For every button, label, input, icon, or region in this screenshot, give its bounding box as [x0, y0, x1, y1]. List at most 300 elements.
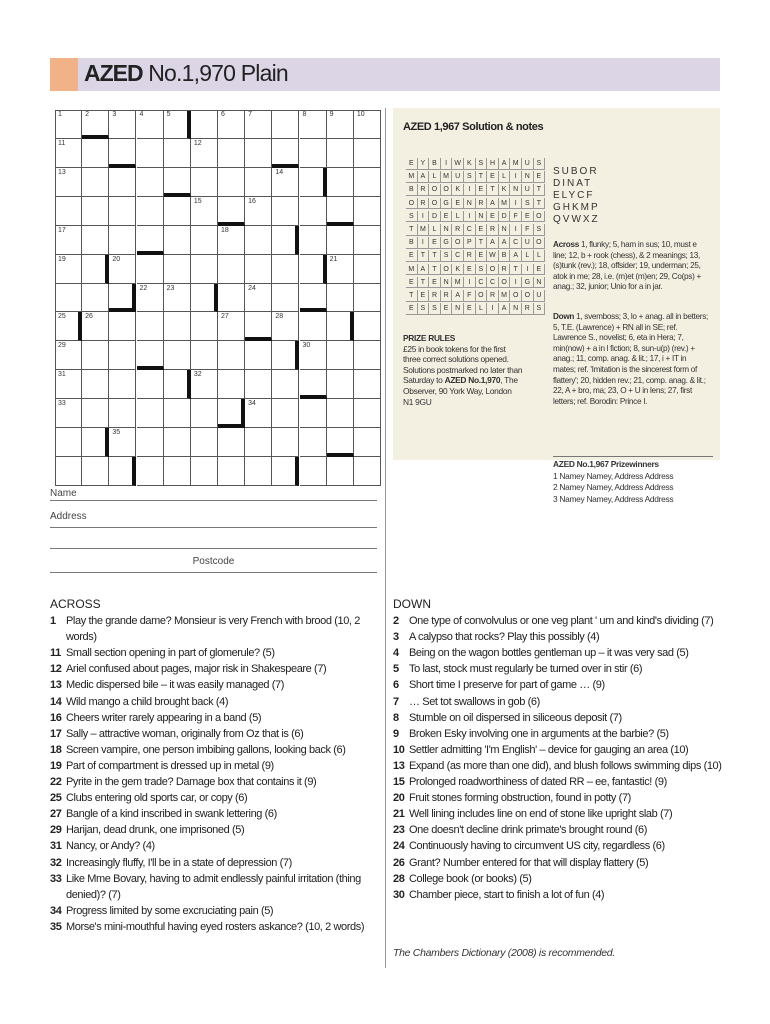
grid-cell[interactable]	[354, 370, 381, 399]
grid-cell[interactable]	[191, 370, 218, 399]
grid-cell[interactable]	[327, 168, 354, 197]
clue-text: Prolonged roadworthiness of dated RR – ee, fantastic! (9)	[409, 776, 667, 789]
grid-cell[interactable]	[218, 255, 245, 284]
solution-cell: E	[487, 171, 499, 183]
solution-cell: O	[487, 264, 499, 276]
grid-cell[interactable]	[137, 370, 164, 399]
grid-cell[interactable]	[327, 197, 354, 226]
grid-cell[interactable]	[245, 110, 272, 139]
across-clue	[50, 677, 375, 693]
grid-cell[interactable]	[300, 284, 327, 313]
grid-cell[interactable]	[191, 428, 218, 457]
clue-number: 25	[58, 313, 66, 321]
postcode-field[interactable]: Postcode	[50, 556, 377, 573]
grid-cell[interactable]	[82, 312, 109, 341]
solution-panel	[393, 108, 720, 460]
solution-cell: O	[499, 277, 511, 289]
solution-cell: T	[487, 184, 499, 196]
solution-cell: L	[499, 171, 511, 183]
solution-cell: F	[464, 290, 476, 302]
grid-cell[interactable]	[82, 139, 109, 168]
solution-cell: Y	[418, 158, 430, 170]
grid-cell[interactable]	[191, 312, 218, 341]
grid-cell[interactable]	[109, 168, 136, 197]
grid-cell[interactable]	[82, 255, 109, 284]
grid-cell[interactable]	[300, 341, 327, 370]
grid-cell[interactable]	[55, 168, 82, 197]
grid-cell[interactable]	[272, 284, 299, 313]
clue-number: 10	[356, 111, 365, 118]
grid-cell[interactable]	[164, 284, 191, 313]
clue-number: 30	[302, 342, 311, 350]
solution-cell: E	[406, 158, 418, 170]
grid-cell[interactable]	[82, 284, 109, 313]
grid-cell[interactable]	[55, 197, 82, 226]
clue-text: Part of compartment is dressed up in metal (9)	[66, 759, 274, 772]
solution-cell: T	[429, 264, 441, 276]
grid-cell[interactable]	[191, 226, 218, 255]
solution-cell: E	[487, 211, 499, 223]
grid-cell[interactable]	[245, 312, 272, 341]
grid-cell[interactable]	[164, 312, 191, 341]
name-field[interactable]: Name	[50, 488, 377, 501]
grid-cell[interactable]	[137, 168, 164, 197]
clue-number: 23	[166, 284, 175, 292]
clue-number: 3	[393, 631, 399, 644]
grid-cell[interactable]	[218, 399, 245, 428]
clue-number: 35	[50, 920, 62, 933]
clue-number: 9	[329, 111, 334, 118]
solution-cell: N	[510, 184, 522, 196]
clue-number: 25	[50, 792, 62, 805]
down-clue	[393, 871, 728, 887]
side-letter-row: DINAT	[553, 178, 593, 189]
solution-cell: A	[499, 303, 511, 315]
grid-cell[interactable]	[245, 255, 272, 284]
grid-cell[interactable]	[137, 226, 164, 255]
clue-number: 21	[393, 808, 405, 821]
clue-text: Broken Esky involving one in arguments at the barbie? (5)	[409, 727, 669, 740]
grid-cell[interactable]	[245, 370, 272, 399]
across-clue	[50, 806, 375, 822]
clue-number: 24	[393, 840, 405, 853]
grid-cell[interactable]	[164, 255, 191, 284]
clue-number: 27	[221, 313, 229, 321]
grid-cell[interactable]	[300, 312, 327, 341]
across-clue	[50, 871, 375, 903]
grid-cell[interactable]	[272, 139, 299, 168]
grid-cell[interactable]	[109, 226, 136, 255]
clue-number: 19	[50, 759, 62, 772]
grid-cell[interactable]	[137, 428, 164, 457]
grid-cell[interactable]	[245, 399, 272, 428]
grid-cell[interactable]	[327, 139, 354, 168]
solution-cell: O	[441, 184, 453, 196]
grid-cell[interactable]	[137, 110, 164, 139]
grid-cell[interactable]	[109, 197, 136, 226]
grid-cell[interactable]	[191, 341, 218, 370]
winners-divider	[553, 456, 713, 457]
grid-cell[interactable]	[327, 428, 354, 457]
grid-cell[interactable]	[109, 284, 136, 313]
down-clue	[393, 677, 728, 693]
solution-cell: O	[534, 211, 546, 223]
grid-cell[interactable]	[164, 139, 191, 168]
clue-number: 24	[248, 284, 256, 292]
grid-cell[interactable]	[109, 457, 136, 486]
grid-cell[interactable]	[272, 370, 299, 399]
grid-cell[interactable]	[109, 399, 136, 428]
solution-cell: R	[499, 264, 511, 276]
solution-cell: I	[487, 303, 499, 315]
grid-cell[interactable]	[109, 110, 136, 139]
grid-cell[interactable]	[164, 197, 191, 226]
down-clue	[393, 726, 728, 742]
grid-cell[interactable]	[354, 341, 381, 370]
clue-text: Stumble on oil dispersed in siliceous deposit (7)	[409, 711, 622, 724]
clue-number: 34	[248, 400, 256, 408]
grid-cell[interactable]	[55, 457, 82, 486]
down-clues	[393, 596, 728, 903]
clue-text: Wild mango a child brought back (4)	[66, 695, 229, 708]
solution-cell: I	[464, 211, 476, 223]
grid-cell[interactable]	[109, 312, 136, 341]
down-clue	[393, 887, 728, 903]
solution-cell: I	[464, 184, 476, 196]
grid-cell[interactable]	[55, 110, 82, 139]
grid-cell[interactable]	[218, 168, 245, 197]
grid-cell[interactable]	[218, 457, 245, 486]
grid-cell[interactable]	[137, 312, 164, 341]
grid-cell[interactable]	[218, 428, 245, 457]
clue-text: Short time I preserve for part of game … (9)	[409, 679, 605, 692]
grid-cell[interactable]	[300, 139, 327, 168]
solution-cell: L	[534, 250, 546, 262]
solution-cell: L	[522, 250, 534, 262]
grid-cell[interactable]	[218, 110, 245, 139]
clue-text: Like Mme Bovary, having to admit endlessly painful irritation (thing denied)? (7)	[66, 872, 361, 901]
grid-cell[interactable]	[354, 226, 381, 255]
clue-number: 18	[50, 743, 62, 756]
grid-cell[interactable]	[354, 284, 381, 313]
clue-text: Harijan, dead drunk, one imprisoned (5)	[66, 824, 245, 837]
grid-cell[interactable]	[55, 139, 82, 168]
clue-text: … Set tot swallows in gob (6)	[409, 695, 540, 708]
grid-cell[interactable]	[245, 341, 272, 370]
prizewinners: AZED No.1,967 Prizewinners 1 Namey Namey, Address Address 2 Namey Namey, Address Address 3 Namey Namey, Address Address	[553, 459, 674, 504]
grid-cell[interactable]	[300, 197, 327, 226]
grid-cell[interactable]	[164, 110, 191, 139]
grid-cell[interactable]	[82, 399, 109, 428]
grid-cell[interactable]	[300, 255, 327, 284]
solution-cell: I	[418, 211, 430, 223]
grid-cell[interactable]	[164, 226, 191, 255]
grid-cell[interactable]	[164, 168, 191, 197]
solution-cell: S	[534, 224, 546, 236]
clue-number: 11	[50, 647, 61, 660]
solution-cell: A	[510, 250, 522, 262]
grid-cell[interactable]	[300, 168, 327, 197]
grid-cell[interactable]	[137, 197, 164, 226]
grid-cell[interactable]	[245, 139, 272, 168]
clue-number: 17	[58, 226, 66, 234]
grid-cell[interactable]	[272, 168, 299, 197]
across-clue	[50, 710, 375, 726]
grid-cell[interactable]	[82, 428, 109, 457]
grid-cell[interactable]	[327, 110, 354, 139]
solution-cell: K	[499, 184, 511, 196]
grid-cell[interactable]	[300, 457, 327, 486]
solution-cell: U	[522, 158, 534, 170]
down-clue	[393, 613, 728, 629]
grid-cell[interactable]	[137, 457, 164, 486]
grid-cell[interactable]	[218, 370, 245, 399]
across-heading: ACROSS	[50, 597, 101, 611]
grid-cell[interactable]	[300, 110, 327, 139]
solution-cell: E	[429, 277, 441, 289]
down-clue	[393, 742, 728, 758]
grid-cell[interactable]	[55, 399, 82, 428]
grid-cell[interactable]	[272, 312, 299, 341]
grid-cell[interactable]	[109, 139, 136, 168]
clue-number: 17	[50, 727, 62, 740]
grid-cell[interactable]	[300, 428, 327, 457]
clue-text: Clubs entering old sports car, or copy (6)	[66, 792, 248, 805]
address-field[interactable]: Address	[50, 511, 377, 528]
grid-cell[interactable]	[272, 457, 299, 486]
grid-cell[interactable]	[354, 168, 381, 197]
solution-cell: I	[510, 171, 522, 183]
solution-cell: E	[476, 250, 488, 262]
solution-cell: M	[452, 277, 464, 289]
solution-cell: U	[522, 237, 534, 249]
solution-title: AZED 1,967 Solution & notes	[403, 121, 544, 133]
grid-cell[interactable]	[109, 255, 136, 284]
side-letter-row: ELYCF	[553, 190, 595, 201]
grid-cell[interactable]	[55, 255, 82, 284]
grid-cell[interactable]	[272, 428, 299, 457]
grid-cell[interactable]	[354, 110, 381, 139]
clue-number: 7	[393, 695, 399, 708]
prize-rules: PRIZE RULES £25 in book tokens for the first three correct solutions opened. Solutions postmarked no later than Saturday to AZED No.1,970, The Observer, 90 York Way, London N1 9GU	[403, 333, 523, 407]
grid-cell[interactable]	[218, 139, 245, 168]
solution-cell: L	[476, 303, 488, 315]
across-clue	[50, 790, 375, 806]
grid-cell[interactable]	[218, 312, 245, 341]
solution-cell: I	[418, 237, 430, 249]
clue-number: 4	[393, 647, 399, 660]
grid-cell[interactable]	[82, 370, 109, 399]
clue-number: 2	[85, 111, 90, 118]
clue-number: 28	[275, 313, 284, 321]
solution-cell: N	[464, 198, 476, 210]
solution-cell: E	[476, 184, 488, 196]
clue-number: 27	[50, 808, 62, 821]
grid-cell[interactable]	[191, 284, 218, 313]
down-clue	[393, 855, 728, 871]
grid-cell[interactable]	[137, 255, 164, 284]
grid-cell[interactable]	[164, 341, 191, 370]
grid-cell[interactable]	[137, 284, 164, 313]
solution-cell: U	[534, 290, 546, 302]
grid-cell[interactable]	[55, 341, 82, 370]
grid-cell[interactable]	[300, 370, 327, 399]
grid-cell[interactable]	[245, 428, 272, 457]
grid-cell[interactable]	[300, 226, 327, 255]
grid-cell[interactable]	[354, 399, 381, 428]
solution-cell: A	[418, 171, 430, 183]
solution-cell: A	[487, 237, 499, 249]
solution-cell: E	[464, 303, 476, 315]
solution-cell: N	[441, 224, 453, 236]
across-clue	[50, 645, 375, 661]
grid-cell[interactable]	[327, 255, 354, 284]
grid-cell[interactable]	[55, 370, 82, 399]
solution-cell: I	[441, 158, 453, 170]
grid-cell[interactable]	[272, 399, 299, 428]
across-clue	[50, 903, 375, 919]
clue-number: 1	[58, 111, 62, 118]
grid-cell[interactable]	[327, 226, 354, 255]
solution-cell: T	[476, 171, 488, 183]
solution-cell: N	[534, 277, 546, 289]
grid-cell[interactable]	[218, 341, 245, 370]
grid-cell[interactable]	[109, 341, 136, 370]
grid-cell[interactable]	[218, 197, 245, 226]
grid-cell[interactable]	[354, 139, 381, 168]
grid-cell[interactable]	[218, 284, 245, 313]
grid-cell[interactable]	[109, 428, 136, 457]
grid-cell[interactable]	[354, 255, 381, 284]
grid-cell[interactable]	[137, 399, 164, 428]
grid-cell[interactable]	[272, 341, 299, 370]
solution-cell: H	[487, 158, 499, 170]
grid-cell[interactable]	[164, 457, 191, 486]
clue-number: 5	[166, 111, 171, 118]
clue-number: 18	[221, 226, 229, 234]
grid-cell[interactable]	[245, 284, 272, 313]
solution-cell: A	[452, 290, 464, 302]
solution-cell: D	[429, 211, 441, 223]
grid-cell[interactable]	[191, 255, 218, 284]
grid-cell[interactable]	[191, 399, 218, 428]
grid-cell[interactable]	[191, 139, 218, 168]
grid-cell[interactable]	[109, 370, 136, 399]
grid-cell[interactable]	[82, 197, 109, 226]
grid-cell[interactable]	[82, 457, 109, 486]
address-line-2[interactable]	[50, 532, 377, 549]
clue-number: 4	[139, 111, 144, 118]
clue-text: Well lining includes line on end of stone like upright slab (7)	[409, 808, 673, 821]
grid-cell[interactable]	[300, 399, 327, 428]
solution-cell: N	[510, 303, 522, 315]
grid-cell[interactable]	[327, 341, 354, 370]
grid-cell[interactable]	[327, 370, 354, 399]
grid-cell[interactable]	[272, 110, 299, 139]
grid-cell[interactable]	[164, 370, 191, 399]
grid-cell[interactable]	[245, 168, 272, 197]
solution-cell: C	[476, 277, 488, 289]
dictionary-note: The Chambers Dictionary (2008) is recommended.	[393, 947, 615, 959]
grid-cell[interactable]	[55, 284, 82, 313]
clue-number: 12	[193, 139, 202, 147]
grid-cell[interactable]	[354, 197, 381, 226]
grid-cell[interactable]	[82, 110, 109, 139]
grid-cell[interactable]	[327, 312, 354, 341]
grid-cell[interactable]	[164, 428, 191, 457]
grid-cell[interactable]	[82, 341, 109, 370]
clue-text: Fruit stones forming obstruction, found in potty (7)	[409, 792, 631, 805]
grid-cell[interactable]	[82, 226, 109, 255]
grid-cell[interactable]	[245, 457, 272, 486]
clue-number: 32	[193, 371, 202, 379]
solution-cell: K	[452, 264, 464, 276]
solution-cell: O	[476, 290, 488, 302]
solution-cell: R	[418, 198, 430, 210]
clue-text: Pyrite in the gem trade? Damage box that contains it (9)	[66, 776, 317, 789]
grid-cell[interactable]	[191, 457, 218, 486]
side-letters	[553, 166, 600, 226]
solution-cell: E	[406, 277, 418, 289]
grid-cell[interactable]	[218, 226, 245, 255]
grid-cell[interactable]	[137, 341, 164, 370]
grid-cell[interactable]	[354, 457, 381, 486]
solution-cell: B	[406, 237, 418, 249]
clue-number: 20	[393, 792, 405, 805]
solution-cell: T	[510, 264, 522, 276]
grid-cell[interactable]	[55, 428, 82, 457]
clue-number: 20	[112, 255, 121, 263]
grid-cell[interactable]	[164, 399, 191, 428]
clue-number: 15	[393, 776, 405, 789]
grid-cell[interactable]	[82, 168, 109, 197]
clue-number: 13	[58, 168, 66, 176]
grid-cell[interactable]	[191, 197, 218, 226]
grid-cell[interactable]	[191, 110, 218, 139]
crossword-grid[interactable]	[55, 110, 381, 486]
grid-cell[interactable]	[137, 139, 164, 168]
solution-cell: T	[534, 198, 546, 210]
grid-cell[interactable]	[272, 226, 299, 255]
solution-cell: S	[476, 158, 488, 170]
clue-number: 11	[58, 139, 66, 147]
solution-cell: O	[452, 237, 464, 249]
grid-cell[interactable]	[354, 312, 381, 341]
grid-cell[interactable]	[272, 255, 299, 284]
grid-cell[interactable]	[327, 399, 354, 428]
grid-cell[interactable]	[272, 197, 299, 226]
down-notes: Down 1, svemboss; 3, lo + anag. all in betters; 5, T.E. (Lawrence) + RN all in SE; ref. Lawrence S., novelist; 6, eta in Hera; 7, min(now) + a in l fiction; 8, sun-u(p) (rev.) + anag.; 11, comp. anag. & lit.; 17, i + IT in mates; ref. 'Imitation is the sincerest form of flattery'; 20, hidden rev.; 21, comp. anag. & lit.; 22, A + bro, ma; 23, O + U in lens; 27, first letters; ref. Borodin: Prince I.	[553, 312, 708, 406]
grid-cell[interactable]	[55, 312, 82, 341]
grid-cell[interactable]	[55, 226, 82, 255]
down-clue	[393, 774, 728, 790]
across-clue	[50, 613, 375, 645]
clue-text: Morse's mini-mouthful having eyed rosters askance? (10, 2 words)	[66, 920, 365, 933]
grid-cell[interactable]	[327, 457, 354, 486]
solution-cell: E	[476, 224, 488, 236]
clue-number: 13	[393, 759, 405, 772]
solution-cell: A	[418, 264, 430, 276]
grid-cell[interactable]	[354, 428, 381, 457]
solution-cell: I	[510, 198, 522, 210]
clue-text: Play the grande dame? Monsieur is very French with brood (10, 2 words)	[66, 615, 360, 644]
grid-cell[interactable]	[245, 197, 272, 226]
grid-cell[interactable]	[327, 284, 354, 313]
solution-grid	[406, 158, 546, 318]
grid-cell[interactable]	[191, 168, 218, 197]
across-clue	[50, 822, 375, 838]
grid-cell[interactable]	[245, 226, 272, 255]
